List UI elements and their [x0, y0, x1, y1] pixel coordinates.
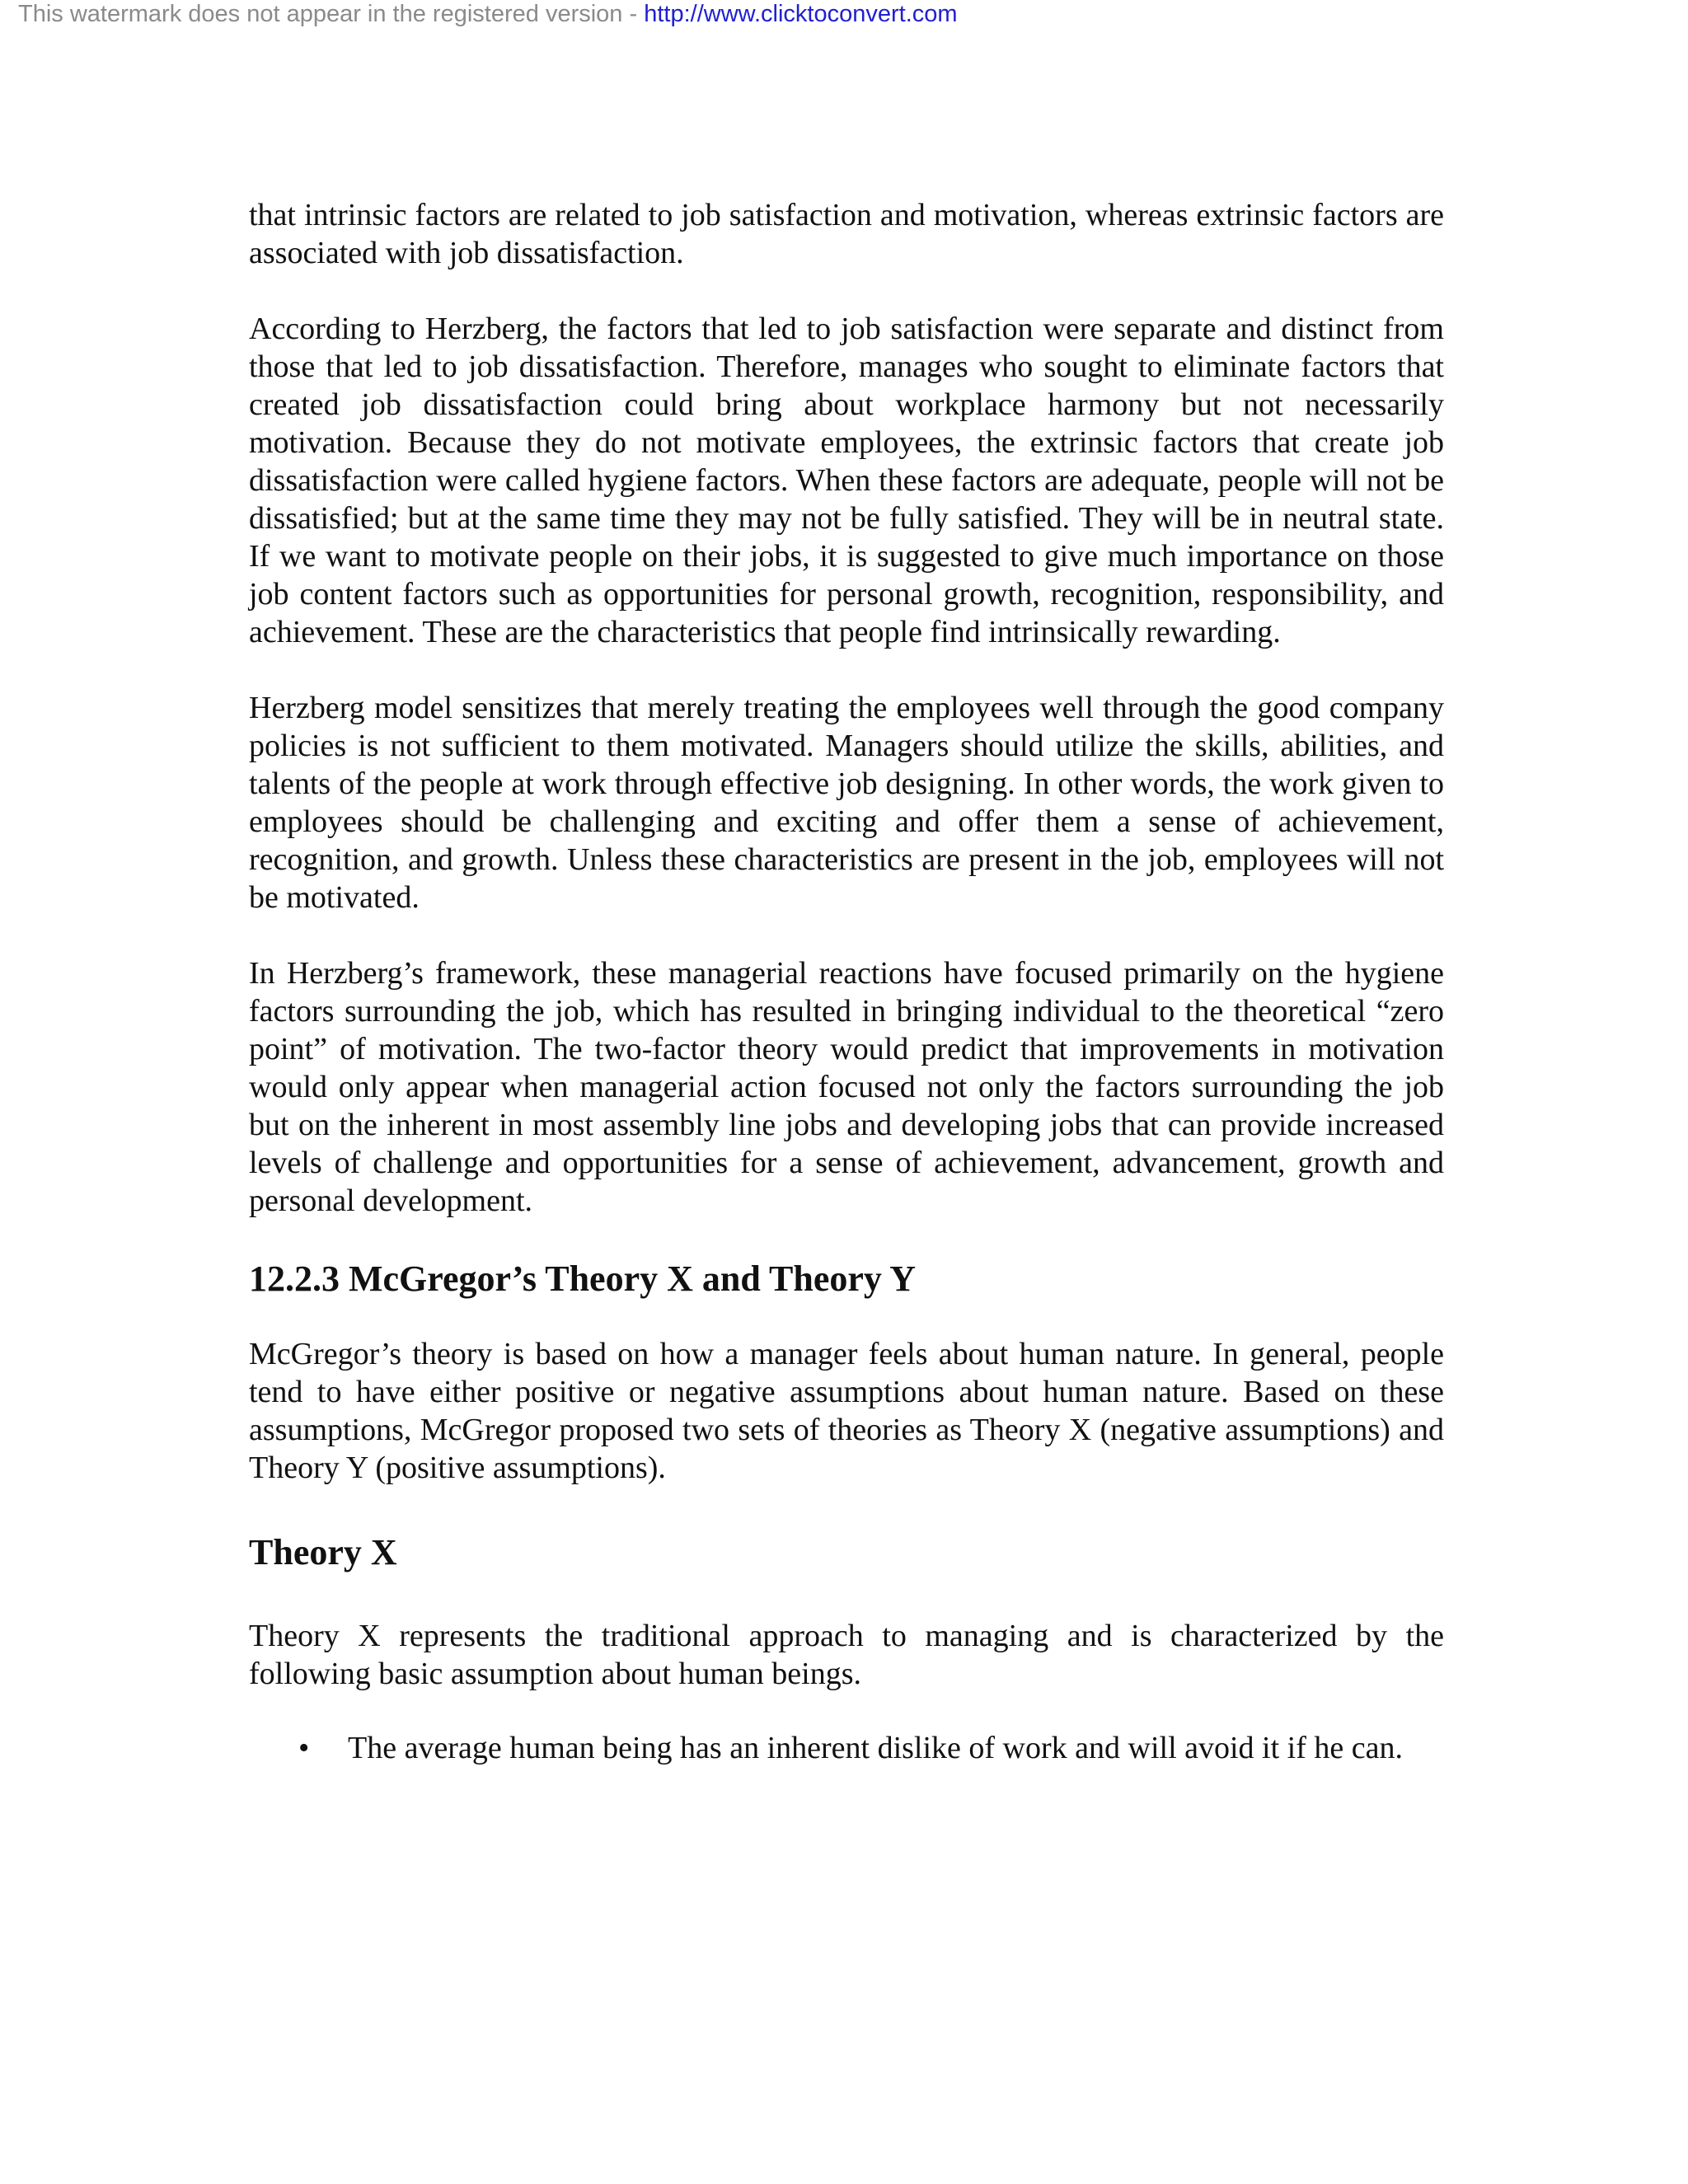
theory-x-assumptions-list: [249, 1729, 1444, 1767]
document-body: [249, 196, 1444, 1767]
watermark-banner: [18, 0, 958, 28]
paragraph-herzberg-framework: In Herzberg’s framework, these managerial reactions have focused primarily on the hygiene factors surrounding the job, which has resulted in bringing individual to the theoretical “zero point” of motivation. The two-factor theory would predict that improvements in motivation would only appear when managerial action focused not only the factors surrounding the job but on the inherent in most assembly line jobs and developing jobs that can provide increased levels of challenge and opportunities for a sense of achievement, advancement, growth and personal development.: [249, 956, 1444, 1218]
section-heading-mcgregor: 12.2.3 McGregor’s Theory X and Theory Y: [249, 1258, 917, 1299]
watermark-text: This watermark does not appear in the registered version -: [18, 1, 645, 27]
list-item: [249, 1729, 1444, 1767]
bullet-icon: •: [298, 1731, 310, 1765]
watermark-link[interactable]: http://www.clicktoconvert.com: [644, 1, 958, 27]
paragraph-theory-x-intro: Theory X represents the traditional approach to managing and is characterized by the following basic assumption about human beings.: [249, 1619, 1444, 1691]
subheading-theory-x: Theory X: [249, 1532, 397, 1572]
paragraph-intrinsic-factors: that intrinsic factors are related to job satisfaction and motivation, whereas extrinsic factors are associated with job dissatisfaction.: [249, 198, 1444, 270]
paragraph-herzberg-factors: According to Herzberg, the factors that led to job satisfaction were separate and distinct from those that led to job dissatisfaction. Therefore, manages who sought to eliminate factors that created job dissatisfaction could bring about workplace harmony but not necessarily motivation. Because they do not motivate employees, the extrinsic factors that create job dissatisfaction were called hygiene factors. When these factors are adequate, people will not be dissatisfied; but at the same time they may not be fully satisfied. They will be in neutral state. If we want to motivate people on their jobs, it is suggested to give much importance on those job content factors such as opportunities for personal growth, recognition, responsibility, and achievement. These are the characteristics that people find intrinsically rewarding.: [249, 312, 1444, 649]
paragraph-herzberg-model: Herzberg model sensitizes that merely treating the employees well through the good company policies is not sufficient to them motivated. Managers should utilize the skills, abilities, and talents of the people at work through effective job designing. In other words, the work given to employees should be challenging and exciting and offer them a sense of achievement, recognition, and growth. Unless these characteristics are present in the job, employees will not be motivated.: [249, 691, 1444, 915]
list-item-text: The average human being has an inherent dislike of work and will avoid it if he can.: [348, 1731, 1403, 1765]
paragraph-mcgregor-theory: McGregor’s theory is based on how a manager feels about human nature. In general, people tend to have either positive or negative assumptions about human nature. Based on these assumptions, McGregor proposed two sets of theories as Theory X (negative assumptions) and Theory Y (positive assumptions).: [249, 1337, 1444, 1485]
